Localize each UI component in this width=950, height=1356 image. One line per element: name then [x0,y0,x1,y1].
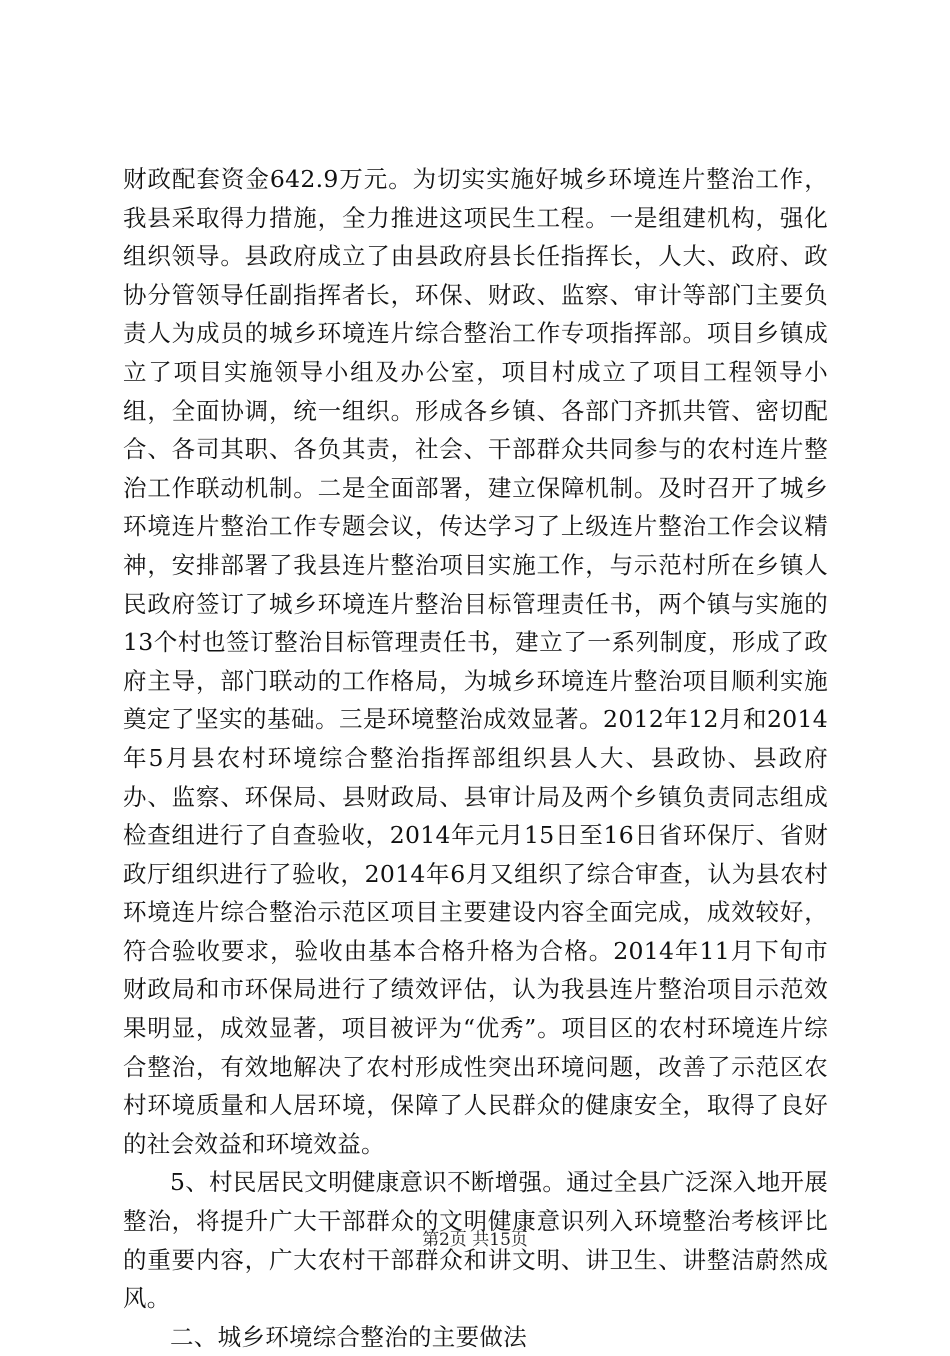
page-number-footer: 第2页 共15页 [422,1230,528,1250]
paragraph-2: 5、村民居民文明健康意识不断增强。通过全县广泛深入地开展整治，将提升广大干部群众的文明健康意识列入环境整治考核评比的重要内容，广大农村干部群众和讲文明、讲卫生、讲整洁蔚然成风。 [123,1168,828,1313]
document-body [123,160,828,1356]
paragraph-1: 财政配套资金642.9万元。为切实实施好城乡环境连片整治工作，我县采取得力措施，全力推进这项民生工程。一是组建机构，强化组织领导。县政府成立了由县政府县长任指挥长，人大、政府、政协分管领导任副指挥者长，环保、财政、监察、审计等部门主要负责人为成员的城乡环境连片综合整治工作专项指挥部。项目乡镇成立了项目实施领导小组及办公室，项目村成立了项目工程领导小组，全面协调，统一组织。形成各乡镇、各部门齐抓共管、密切配合、各司其职、各负其责，社会、干部群众共同参与的农村连片整治工作联动机制。二是全面部署，建立保障机制。及时召开了城乡环境连片整治工作专题会议，传达学习了上级连片整治工作会议精神，安排部署了我县连片整治项目实施工作，与示范村所在乡镇人民政府签订了城乡环境连片整治目标管理责任书，两个镇与实施的13个村也签订整治目标管理责任书，建立了一系列制度，形成了政府主导，部门联动的工作格局，为城乡环境连片整治项目顺利实施奠定了坚实的基础。三是环境整治成效显著。2012年12月和2014年5月县农村环境综合整治指挥部组织县人大、县政协、县政府办、监察、环保局、县财政局、县审计局及两个乡镇负责同志组成检查组进行了自查验收，2014年元月15日至16日省环保厅、省财政厅组织进行了验收，2014年6月又组织了综合审查，认为县农村环境连片综合整治示范区项目主要建设内容全面完成，成效较好，符合验收要求，验收由基本合格升格为合格。2014年11月下旬市财政局和市环保局进行了绩效评估，认为我县连片整治项目示范效果明显，成效显著，项目被评为“优秀”。项目区的农村环境连片综合整治，有效地解决了农村形成性突出环境问题，改善了示范区农村环境质量和人居环境，保障了人民群众的健康安全，取得了良好的社会效益和环境效益。 [123,165,828,1158]
section-heading: 二、城乡环境综合整治的主要做法 [170,1322,527,1351]
